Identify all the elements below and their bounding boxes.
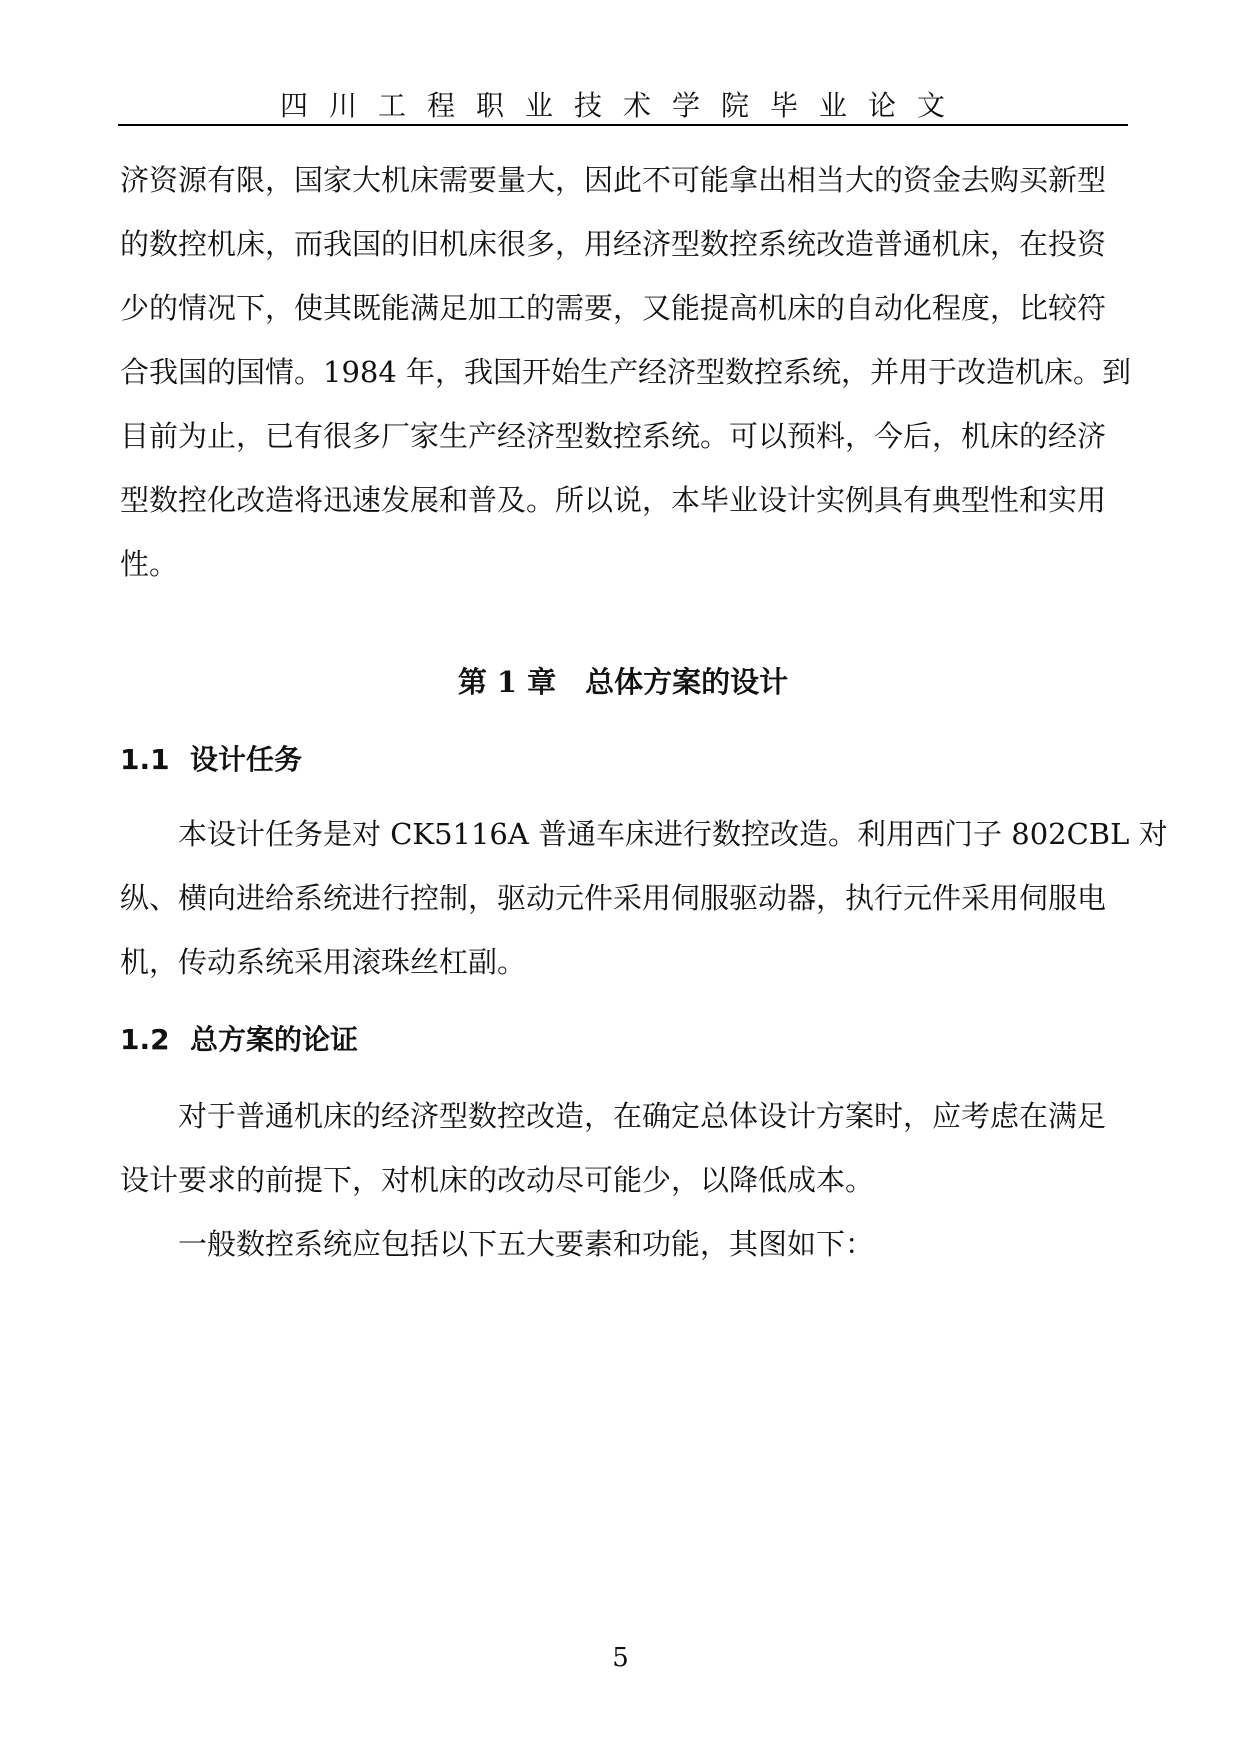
paragraph-line: 纵、横向进给系统进行控制，驱动元件采用伺服驱动器，执行元件采用伺服电	[120, 881, 1107, 915]
paragraph-line: 机，传动系统采用滚珠丝杠副。	[120, 945, 527, 979]
paragraph-line: 一般数控系统应包括以下五大要素和功能，其图如下：	[178, 1227, 875, 1261]
chapter-title: 第 1 章 总体方案的设计	[457, 665, 789, 699]
running-header: 四川工程职业技术学院毕业论文	[279, 89, 966, 122]
paragraph-line: 设计要求的前提下，对机床的改动尽可能少，以降低成本。	[120, 1163, 875, 1197]
paragraph-line: 少的情况下，使其既能满足加工的需要，又能提高机床的自动化程度，比较符	[120, 291, 1107, 325]
paragraph-line: 济资源有限，国家大机床需要量大，因此不可能拿出相当大的资金去购买新型	[120, 163, 1107, 197]
paragraph-line: 本设计任务是对 CK5116A 普通车床进行数控改造。利用西门子 802CBL 对	[178, 817, 1168, 851]
section-1-2-paragraph	[120, 1096, 1126, 1288]
paragraph-line: 型数控化改造将迅速发展和普及。所以说，本毕业设计实例具有典型性和实用	[120, 483, 1107, 517]
paragraph-line: 合我国的国情。1984 年，我国开始生产经济型数控系统，并用于改造机床。到	[120, 355, 1132, 389]
header-rule	[118, 124, 1128, 126]
page-number: 5	[612, 1643, 629, 1673]
section-1-1-paragraph	[120, 814, 1168, 1006]
section-heading-1-1	[120, 740, 302, 780]
section-heading-1-2	[120, 1020, 358, 1060]
paragraph-line: 性。	[120, 547, 179, 581]
section-number: 1.1	[120, 743, 170, 776]
paragraph-line: 对于普通机床的经济型数控改造，在确定总体设计方案时，应考虑在满足	[178, 1099, 1107, 1133]
paragraph-line: 目前为止，已有很多厂家生产经济型数控系统。可以预料，今后，机床的经济	[120, 419, 1107, 453]
intro-paragraph	[120, 160, 1132, 608]
section-title: 设计任务	[190, 743, 303, 776]
section-number: 1.2	[120, 1023, 170, 1056]
paragraph-line: 的数控机床，而我国的旧机床很多，用经济型数控系统改造普通机床，在投资	[120, 227, 1107, 261]
section-title: 总方案的论证	[190, 1023, 359, 1056]
